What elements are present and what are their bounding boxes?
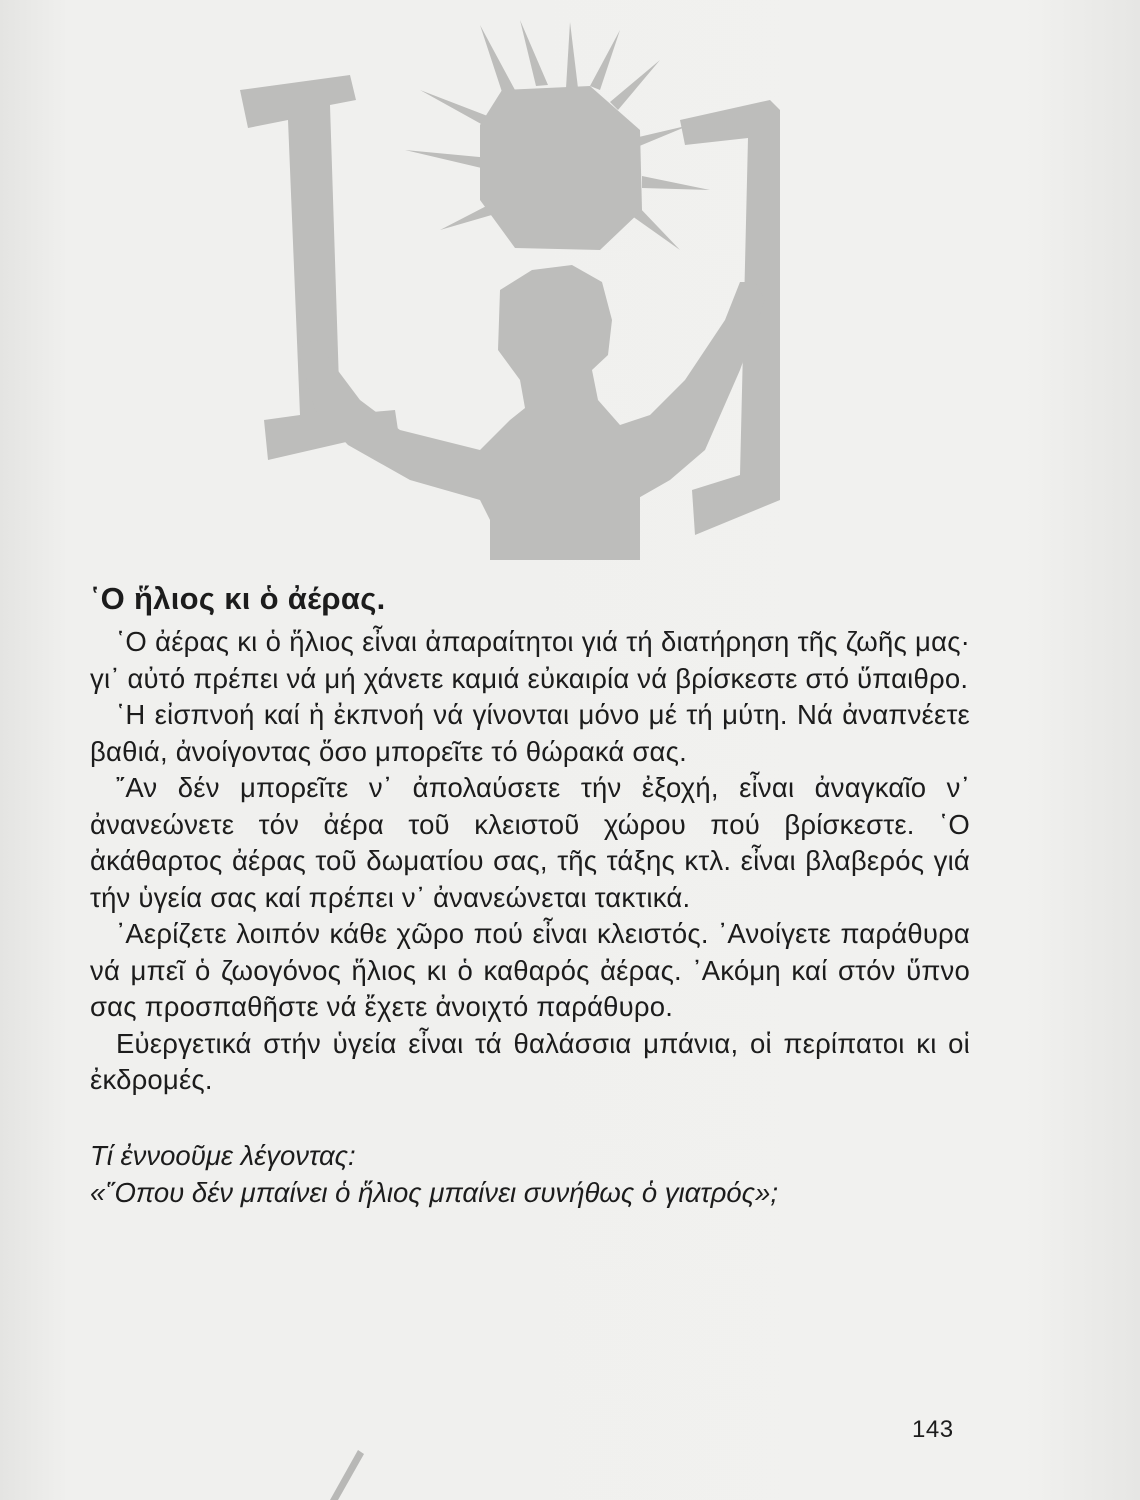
article [90, 580, 970, 1211]
discussion-question [90, 1137, 970, 1211]
article-title: ῾Ο ἥλιος κι ὁ ἀέρας. [90, 581, 386, 616]
paragraph: Εὐεργετικά στήν ὑγεία εἶναι τά θαλάσσια μπάνια, οἱ περίπατοι κι οἱ ἐκδρομές. [90, 1027, 970, 1095]
person-opening-window-sun-icon [180, 20, 940, 580]
paragraph: ῾Ο ἀέρας κι ὁ ἥλιος εἶναι ἀπαραίτητοι γιά τή διατήρηση τῆς ζωῆς μας· γι᾽ αὐτό πρέπει νά μή χάνετε καμιά εὐκαιρία νά βρίσκεστε στό ὕπαιθρο. [90, 626, 970, 694]
page-number: 143 [912, 1416, 954, 1443]
pencil-mark-icon [320, 1430, 380, 1500]
paragraph: ᾽Αερίζετε λοιπόν κάθε χῶρο πού εἶναι κλειστός. ᾽Ανοίγετε παράθυρα νά μπεῖ ὁ ζωογόνος ἥλιος κι ὁ καθαρός ἀέρας. ᾽Ακόμη καί στόν ὕπνο σας προσπαθῆστε νά ἔχετε ἀνοιχτό παράθυρο. [90, 918, 970, 1022]
question-label: Τί ἐννοοῦμε λέγοντας: [90, 1139, 356, 1171]
paragraph: ῎Αν δέν μπορεῖτε ν᾽ ἀπολαύσετε τήν ἐξοχή, εἶναι ἀναγκαῖο ν᾽ ἀνανεώνετε τόν ἀέρα τοῦ κλειστοῦ χώρου πού βρίσκεστε. ῾Ο ἀκάθαρτος ἀέρας τοῦ δωματίου σας, τῆς τάξης κτλ. εἶναι βλαβερός γιά τήν ὑγεία σας καί πρέπει ν᾽ ἀνανεώνεται τακτικά. [90, 772, 970, 913]
paragraph: ῾Η εἰσπνοή καί ἡ ἐκπνοή νά γίνονται μόνο μέ τή μύτη. Νά ἀναπνέετε βαθιά, ἀνοίγοντας ὅσο μπορεῖτε τό θώρακά σας. [90, 699, 970, 767]
proverb: «῞Οπου δέν μπαίνει ὁ ἥλιος μπαίνει συνήθως ὁ γιατρός»; [90, 1176, 778, 1208]
